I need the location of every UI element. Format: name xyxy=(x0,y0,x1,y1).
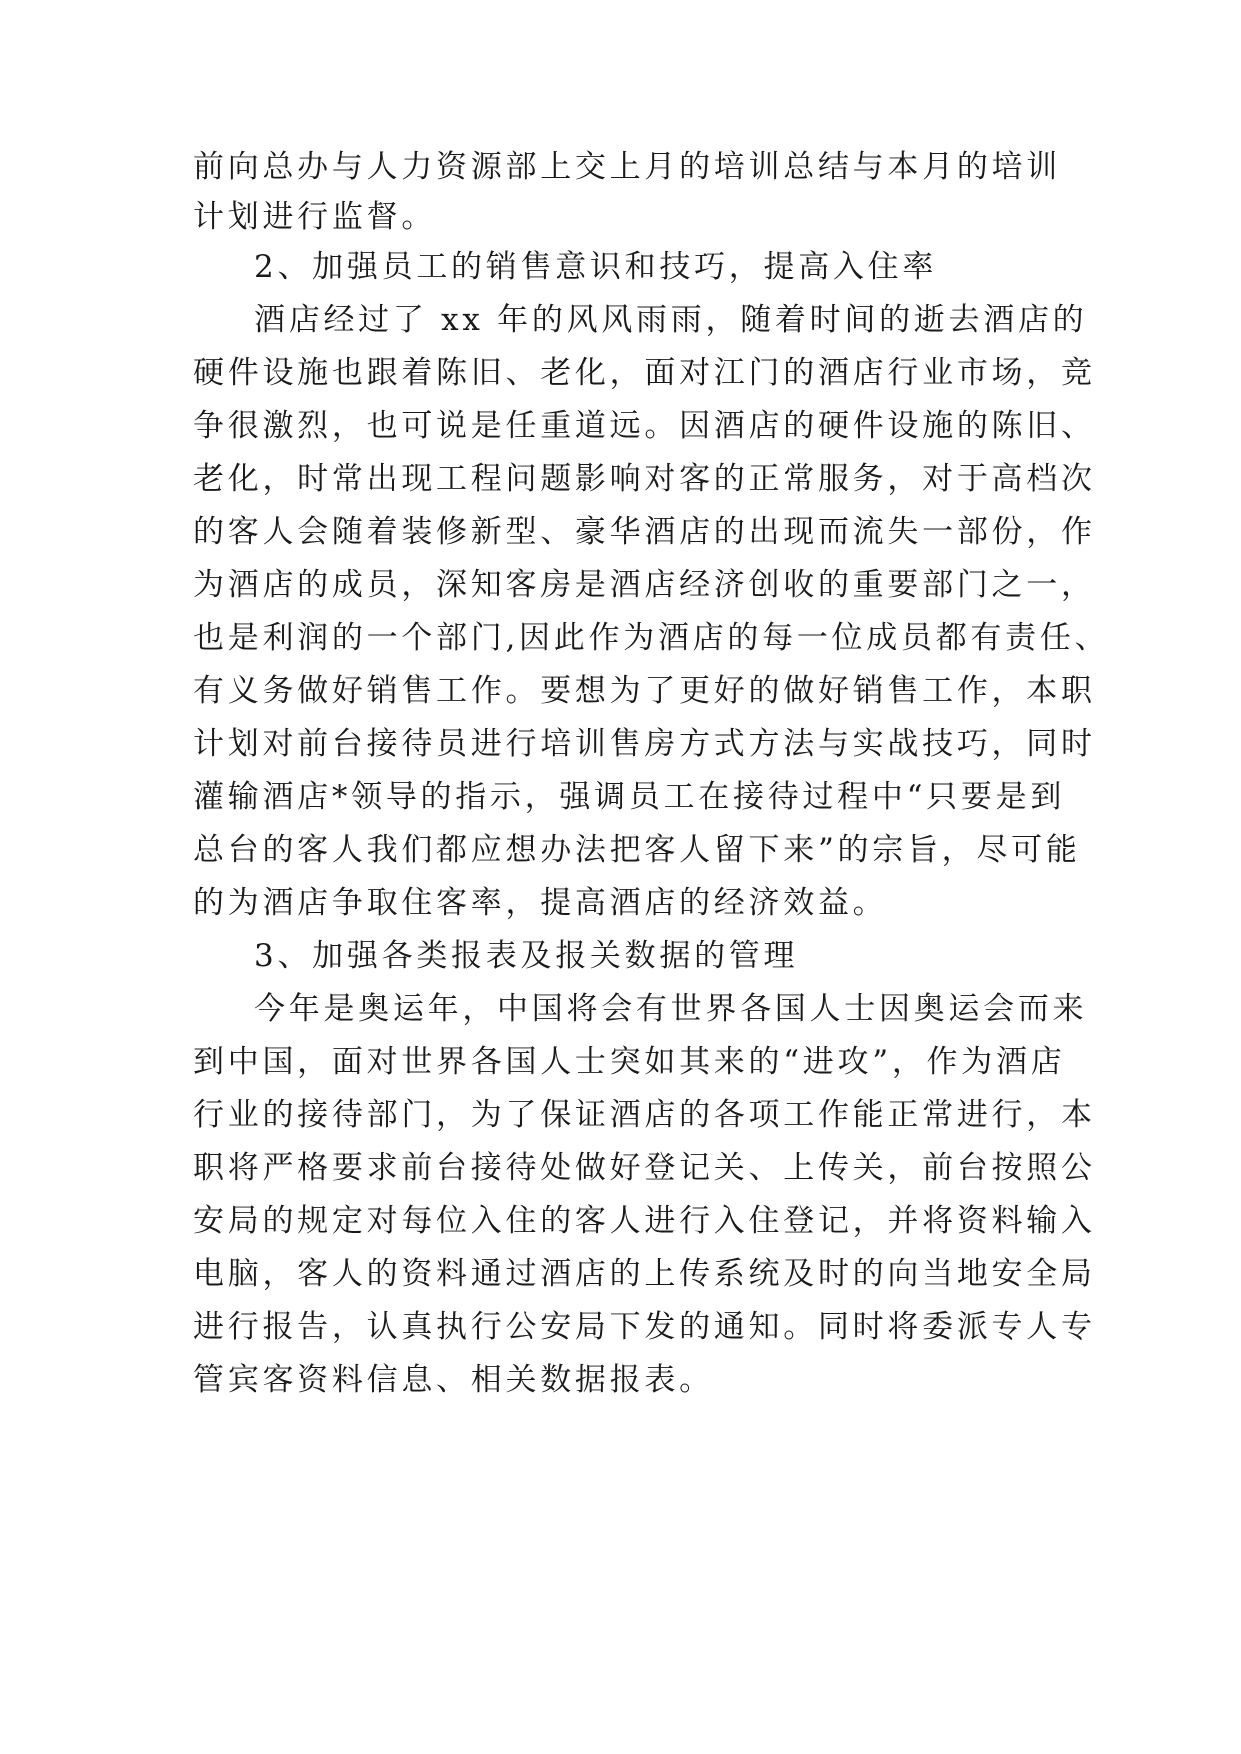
text-line: 今年是奥运年，中国将会有世界各国人士因奥运会而来 xyxy=(254,991,1088,1027)
text-line: 行业的接待部门，为了保证酒店的各项工作能正常进行，本 xyxy=(193,1097,1096,1133)
text-line: 计划进行监督。 xyxy=(193,199,437,235)
text-line: 总台的客人我们都应想办法把客人留下来”的宗旨，尽可能 xyxy=(193,832,1081,868)
text-line: 管宾客资料信息、相关数据报表。 xyxy=(193,1362,714,1398)
text-line: 酒店经过了 xx 年的风风雨雨，随着时间的逝去酒店的 xyxy=(254,302,1088,338)
text-line: 计划对前台接待员进行培训售房方式方法与实战技巧，同时 xyxy=(193,726,1096,762)
text-line: 灌输酒店*领导的指示，强调员工在接待过程中“只要是到 xyxy=(193,779,1066,815)
text-line: 职将严格要求前台接待处做好登记关、上传关，前台按照公 xyxy=(193,1150,1096,1186)
text-line: 到中国，面对世界各国人士突如其来的“进攻”，作为酒店 xyxy=(193,1044,1066,1080)
text-line: 进行报告，认真执行公安局下发的通知。同时将委派专人专 xyxy=(193,1309,1096,1345)
text-line: 老化，时常出现工程问题影响对客的正常服务，对于高档次 xyxy=(193,461,1096,497)
section-heading: 3、加强各类报表及报关数据的管理 xyxy=(254,938,799,974)
text-line: 的客人会随着装修新型、豪华酒店的出现而流失一部份，作 xyxy=(193,514,1096,550)
section-heading: 2、加强员工的销售意识和技巧，提高入住率 xyxy=(254,249,938,285)
text-line: 前向总办与人力资源部上交上月的培训总结与本月的培训 xyxy=(193,149,1061,185)
text-line: 为酒店的成员，深知客房是酒店经济创收的重要部门之一， xyxy=(193,567,1096,603)
text-line: 电脑，客人的资料通过酒店的上传系统及时的向当地安全局 xyxy=(193,1256,1096,1292)
text-line: 硬件设施也跟着陈旧、老化，面对江门的酒店行业市场，竞 xyxy=(193,355,1096,391)
text-line: 争很激烈，也可说是任重道远。因酒店的硬件设施的陈旧、 xyxy=(193,408,1096,444)
text-line: 也是利润的一个部门,因此作为酒店的每一位成员都有责任、 xyxy=(193,620,1110,656)
text-line: 的为酒店争取住客率，提高酒店的经济效益。 xyxy=(193,885,888,921)
text-line: 有义务做好销售工作。要想为了更好的做好销售工作，本职 xyxy=(193,673,1096,709)
text-line: 安局的规定对每位入住的客人进行入住登记，并将资料输入 xyxy=(193,1203,1096,1239)
